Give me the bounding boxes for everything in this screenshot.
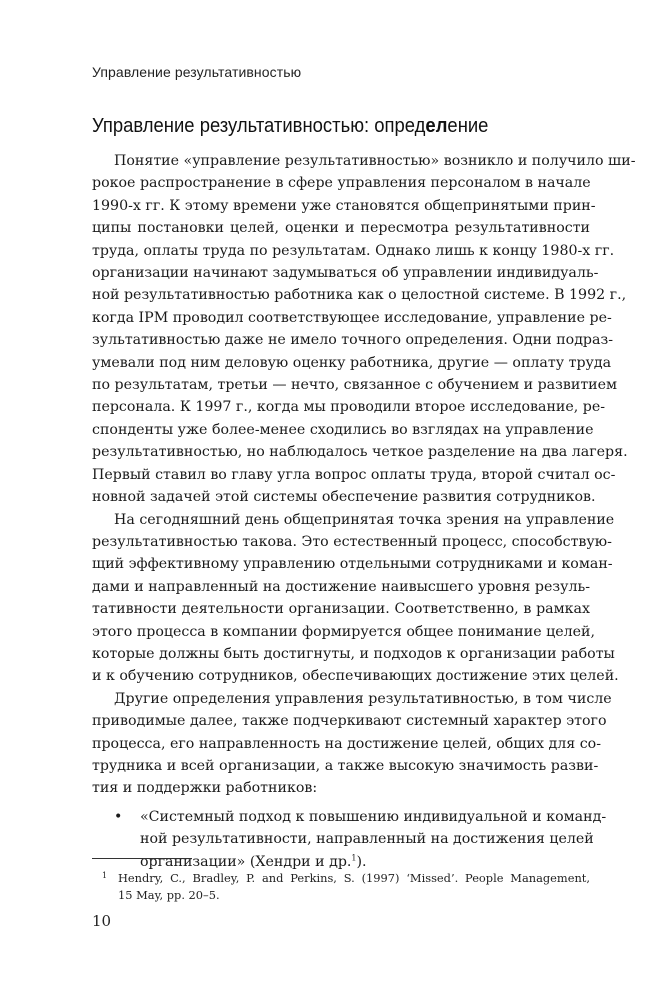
paragraph-line: ной результативностью работника как о целостной системе. В 1992 г., bbox=[92, 287, 627, 304]
paragraph-line: дами и направленный на достижение наивысшего уровня резуль- bbox=[92, 578, 590, 595]
paragraph-line: когда IPM проводил соответствующее исследование, управление ре- bbox=[92, 309, 612, 326]
paragraph-line: трудника и всей организации, а также высокую значимость разви- bbox=[92, 757, 599, 774]
bullet-list bbox=[92, 806, 607, 873]
paragraph-line: этого процесса в компании формируется общее понимание целей, bbox=[92, 623, 596, 640]
paragraph-line: результативностью такова. Это естественный процесс, способствую- bbox=[92, 533, 612, 550]
bullet-line-tail: ). bbox=[356, 853, 367, 870]
paragraph-2 bbox=[92, 509, 619, 688]
section-title-bold: ел bbox=[425, 114, 448, 137]
paragraph-line: процесса, его направленность на достижение целей, общих для со- bbox=[92, 735, 601, 752]
paragraph-line: рокое распространение в сфере управления персоналом в начале bbox=[92, 175, 591, 192]
paragraph-line: приводимые далее, также подчеркивают системный характер этого bbox=[92, 713, 607, 730]
paragraph-3 bbox=[92, 688, 612, 800]
paragraph-line: зультативностью даже не имело точного определения. Одни подраз- bbox=[92, 332, 614, 349]
bullet-line: «Системный подход к повышению индивидуальной и команд- bbox=[140, 808, 607, 825]
paragraph-line: организации начинают задумываться об управлении индивидуаль- bbox=[92, 265, 599, 282]
section-title bbox=[92, 114, 542, 138]
paragraph-line: Понятие «управление результативностью» возникло и получило ши- bbox=[114, 153, 636, 169]
paragraph-line: ципы постановки целей, оценки и пересмотра результативности bbox=[92, 220, 590, 237]
paragraph-line: которые должны быть достигнуты, и подходов к организации работы bbox=[92, 645, 615, 662]
running-head: Управление результативностью bbox=[92, 64, 302, 80]
paragraph-line: труда, оплаты труда по результатам. Однако лишь к концу 1980-х гг. bbox=[92, 242, 615, 259]
paragraph-line: тативности деятельности организации. Соответственно, в рамках bbox=[92, 601, 590, 618]
bullet-line-text: организации» (Хендри и др. bbox=[140, 853, 352, 870]
paragraph-line: новной задачей этой системы обеспечение развития сотрудников. bbox=[92, 489, 596, 506]
paragraph-line: Другие определения управления результативностью, в том числе bbox=[114, 690, 612, 707]
page-number: 10 bbox=[92, 912, 112, 930]
paragraph-line: На сегодняшний день общепринятая точка зрения на управление bbox=[114, 511, 615, 528]
paragraph-line: умевали под ним деловую оценку работника, другие — оплату труда bbox=[92, 354, 612, 371]
paragraph-line: результативностью, но наблюдалось четкое разделение на два лагеря. bbox=[92, 444, 628, 461]
paragraph-line: Первый ставил во главу угла вопрос оплаты труда, второй считал ос- bbox=[92, 466, 616, 483]
bullet-line: ной результативности, направленный на достижения целей bbox=[140, 831, 594, 848]
footnote-divider bbox=[92, 858, 192, 859]
footnote bbox=[102, 870, 590, 904]
paragraph-line: тия и поддержки работников: bbox=[92, 780, 318, 797]
body-text bbox=[92, 150, 636, 873]
paragraph-line: спонденты уже более-менее сходились во взглядах на управление bbox=[92, 421, 594, 438]
bullet-item bbox=[92, 806, 607, 873]
paragraph-line: и к обучению сотрудников, обеспечивающих достижение этих целей. bbox=[92, 668, 619, 685]
paragraph-line: персонала. К 1997 г., когда мы проводили второе исследование, ре- bbox=[92, 399, 606, 416]
footnote-line: 15 May, pp. 20–5. bbox=[118, 888, 220, 902]
paragraph-line: щий эффективному управлению отдельными сотрудниками и коман- bbox=[92, 556, 613, 573]
footnote-reference[interactable]: 1 bbox=[351, 852, 357, 862]
section-title-prefix: Управление результативностью: опред bbox=[92, 114, 426, 137]
footnote-number: 1 bbox=[102, 871, 108, 880]
bullet-icon: • bbox=[114, 808, 123, 825]
footnote-line: Hendry, C., Bradley, P. and Perkins, S. (1997) ‘Missed’. People Management, bbox=[118, 871, 590, 885]
paragraph-line: 1990-х гг. К этому времени уже становятся общепринятыми прин- bbox=[92, 197, 596, 214]
section-title-suffix: ение bbox=[447, 114, 489, 137]
paragraph-1 bbox=[92, 150, 636, 509]
paragraph-line: по результатам, третьи — нечто, связанное с обучением и развитием bbox=[92, 377, 618, 394]
